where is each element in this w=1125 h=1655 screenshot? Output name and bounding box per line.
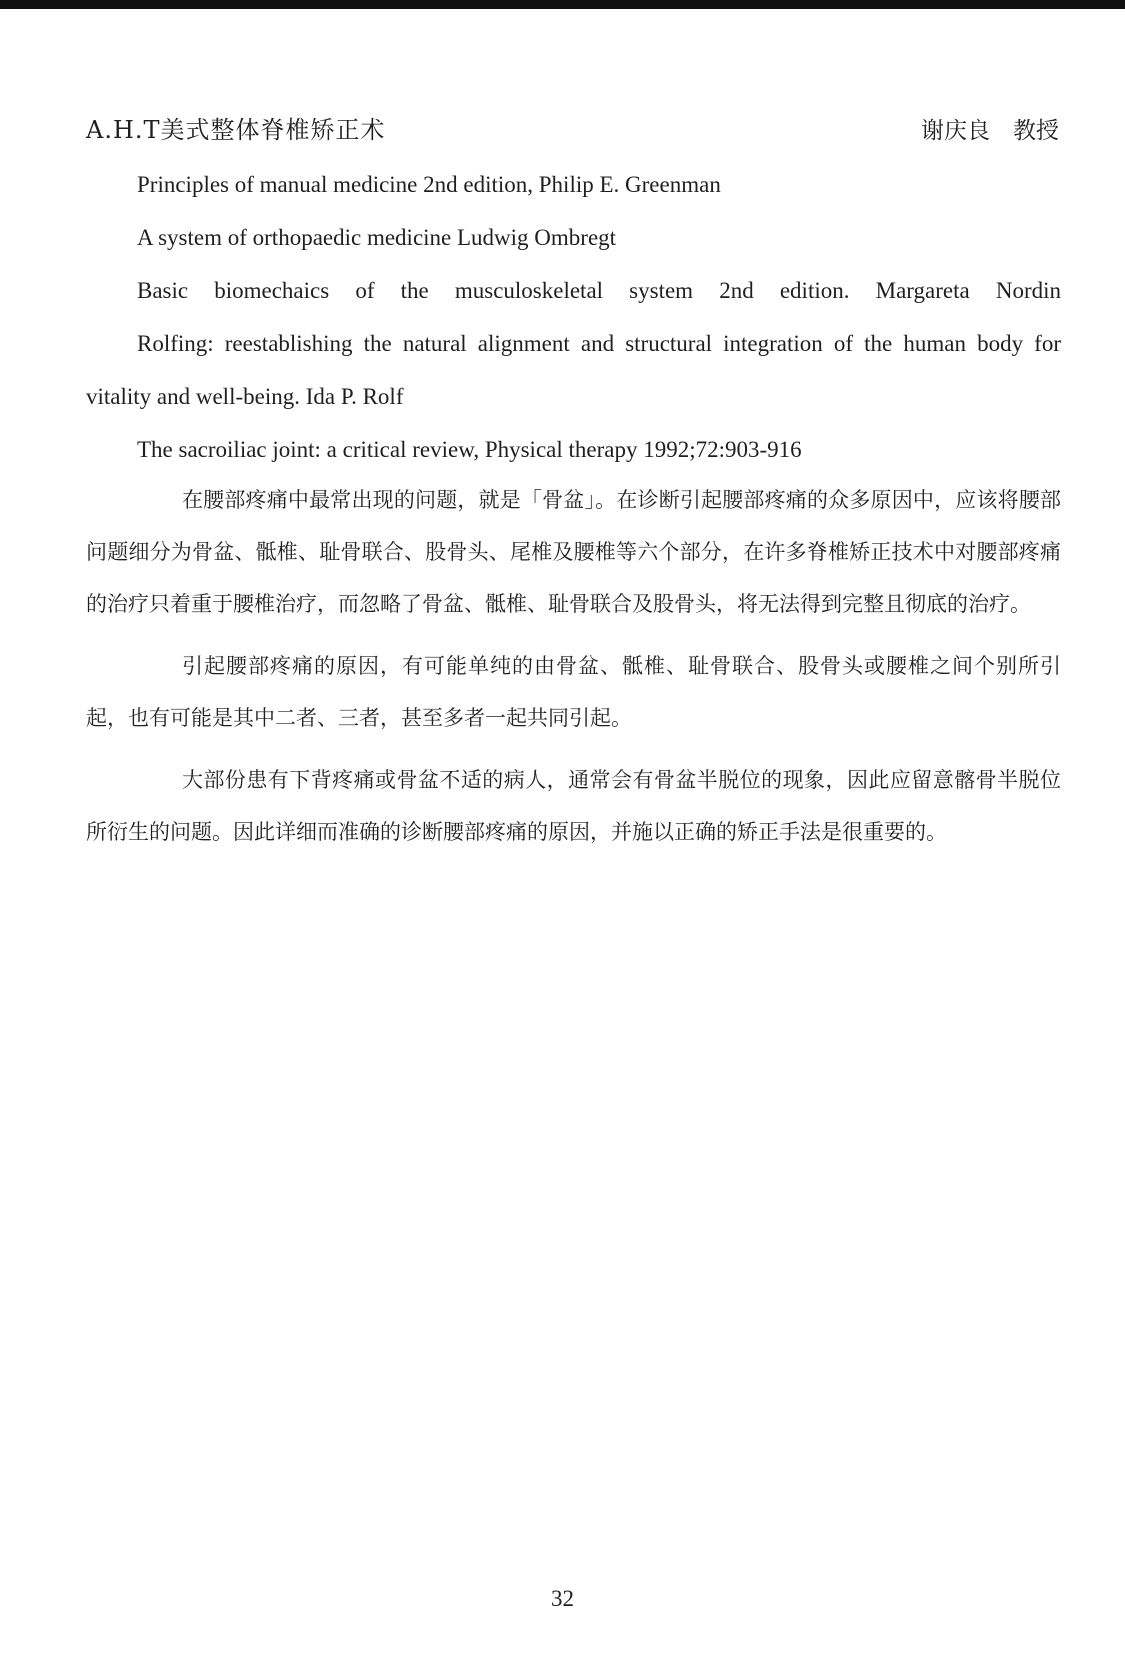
reference-item: A system of orthopaedic medicine Ludwig Ombregt <box>137 225 617 250</box>
page-top-border <box>0 0 1125 9</box>
body-paragraph: 大部份患有下背疼痛或骨盆不适的病人，通常会有骨盆半脱位的现象，因此应留意髂骨半脱位所衍生的问题。因此详细而准确的诊断腰部疼痛的原因，并施以正确的矫正手法是很重要的。 <box>86 768 1061 844</box>
reference-list <box>86 158 1061 476</box>
reference-item: Basic biomechaics of the musculoskeletal system 2nd edition. Margareta Nordin <box>137 278 1061 303</box>
reference-item: Rolfing: reestablishing the natural alignment and structural integration of the human body for vitality and well-being. Ida P. Rolf <box>86 331 1061 409</box>
header-title: A.H.T美式整体脊椎矫正术 <box>86 116 386 144</box>
reference-item: The sacroiliac joint: a critical review, Physical therapy 1992;72:903-916 <box>137 437 802 462</box>
body-paragraph: 在腰部疼痛中最常出现的问题，就是「骨盆」。在诊断引起腰部疼痛的众多原因中，应该将腰部问题细分为骨盆、骶椎、耻骨联合、股骨头、尾椎及腰椎等六个部分，在许多脊椎矫正技术中对腰部疼痛的治疗只着重于腰椎治疗，而忽略了骨盆、骶椎、耻骨联合及股骨头，将无法得到完整且彻底的治疗。 <box>86 488 1061 616</box>
page-number: 32 <box>551 1586 574 1611</box>
body-text <box>86 474 1061 858</box>
reference-item: Principles of manual medicine 2nd edition, Philip E. Greenman <box>137 172 721 197</box>
header-author: 谢庆良 教授 <box>921 118 1059 144</box>
body-paragraph: 引起腰部疼痛的原因，有可能单纯的由骨盆、骶椎、耻骨联合、股骨头或腰椎之间个别所引起，也有可能是其中二者、三者，甚至多者一起共同引起。 <box>86 654 1061 730</box>
